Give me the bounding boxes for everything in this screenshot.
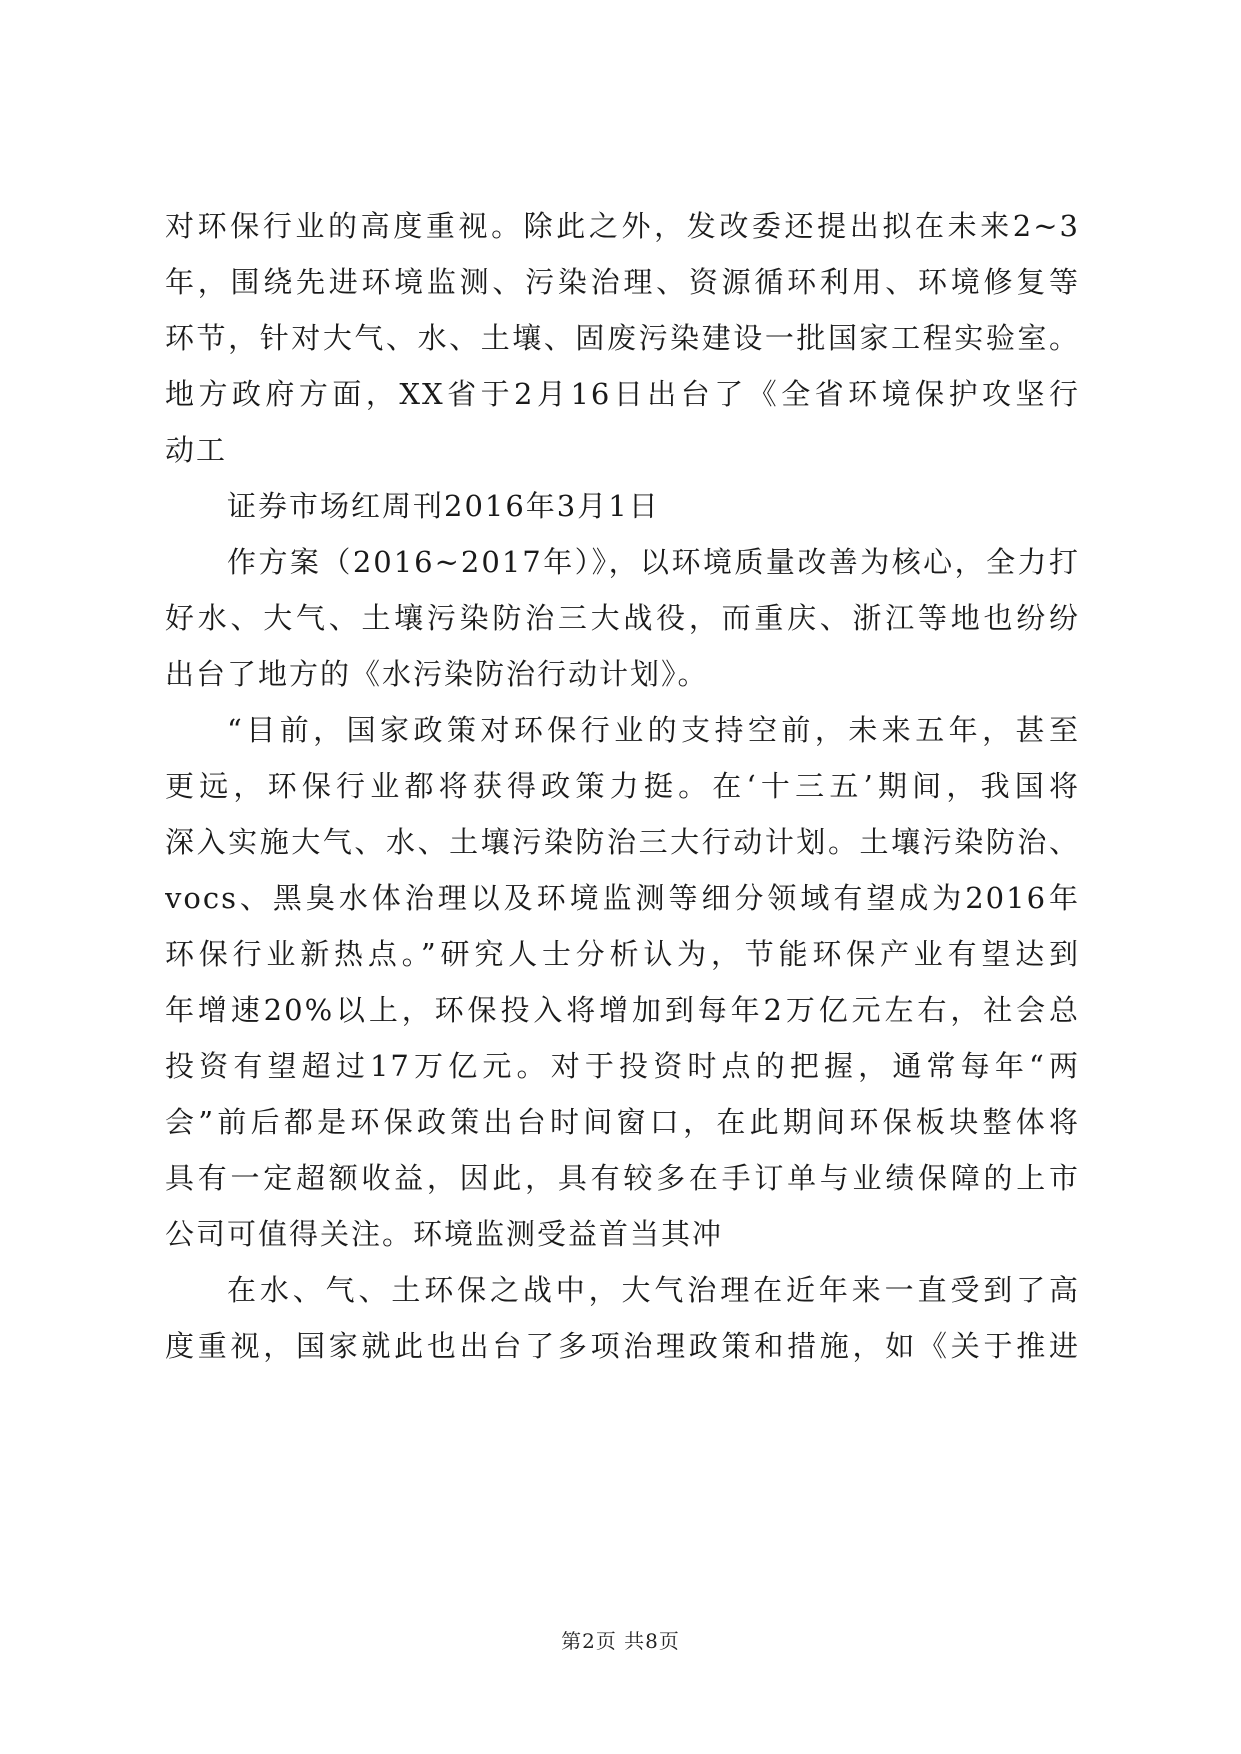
text-line: 对环保行业的高度重视。除此之外，发改委还提出拟在未来2~3	[165, 209, 1080, 243]
text-line: 作方案（2016~2017年）》，以环境质量改善为核心，全力打	[227, 545, 1080, 579]
text-line: vocs、黑臭水体治理以及环境监测等细分领域有望成为2016年	[165, 881, 1080, 915]
text-line: 在水、气、土环保之战中，大气治理在近年来一直受到了高	[227, 1273, 1080, 1307]
text-line: 出台了地方的《水污染防治行动计划》。	[165, 657, 709, 691]
page-footer	[0, 1625, 1241, 1654]
text-line: 好水、大气、土壤污染防治三大战役，而重庆、浙江等地也纷纷	[165, 601, 1080, 635]
text-line: 环节，针对大气、水、土壤、固废污染建设一批国家工程实验室。	[165, 321, 1080, 355]
text-line: 年，围绕先进环境监测、污染治理、资源循环利用、环境修复等	[165, 265, 1080, 299]
text-line: “目前，国家政策对环保行业的支持空前，未来五年，甚至	[227, 713, 1080, 747]
text-line: 证券市场红周刊2016年3月1日	[227, 489, 660, 523]
text-line: 会”前后都是环保政策出台时间窗口，在此期间环保板块整体将	[165, 1105, 1080, 1139]
text-line: 投资有望超过17万亿元。对于投资时点的把握，通常每年“两	[165, 1049, 1080, 1083]
text-line: 年增速20%以上，环保投入将增加到每年2万亿元左右，社会总	[165, 993, 1080, 1027]
text-line: 公司可值得关注。环境监测受益首当其冲	[165, 1217, 724, 1251]
text-line: 度重视，国家就此也出台了多项治理政策和措施，如《关于推进	[165, 1329, 1080, 1363]
text-line: 环保行业新热点。”研究人士分析认为，节能环保产业有望达到	[165, 937, 1080, 971]
text-line: 动工	[165, 433, 228, 467]
text-line: 深入实施大气、水、土壤污染防治三大行动计划。土壤污染防治、	[165, 825, 1080, 859]
document-body	[165, 198, 1080, 1374]
page-number-label: 第2页 共8页	[561, 1629, 680, 1653]
text-line: 更远，环保行业都将获得政策力挺。在‘十三五’期间，我国将	[165, 769, 1080, 803]
text-line: 地方政府方面，XX省于2月16日出台了《全省环境保护攻坚行	[165, 377, 1080, 411]
text-line: 具有一定超额收益，因此，具有较多在手订单与业绩保障的上市	[165, 1161, 1080, 1195]
